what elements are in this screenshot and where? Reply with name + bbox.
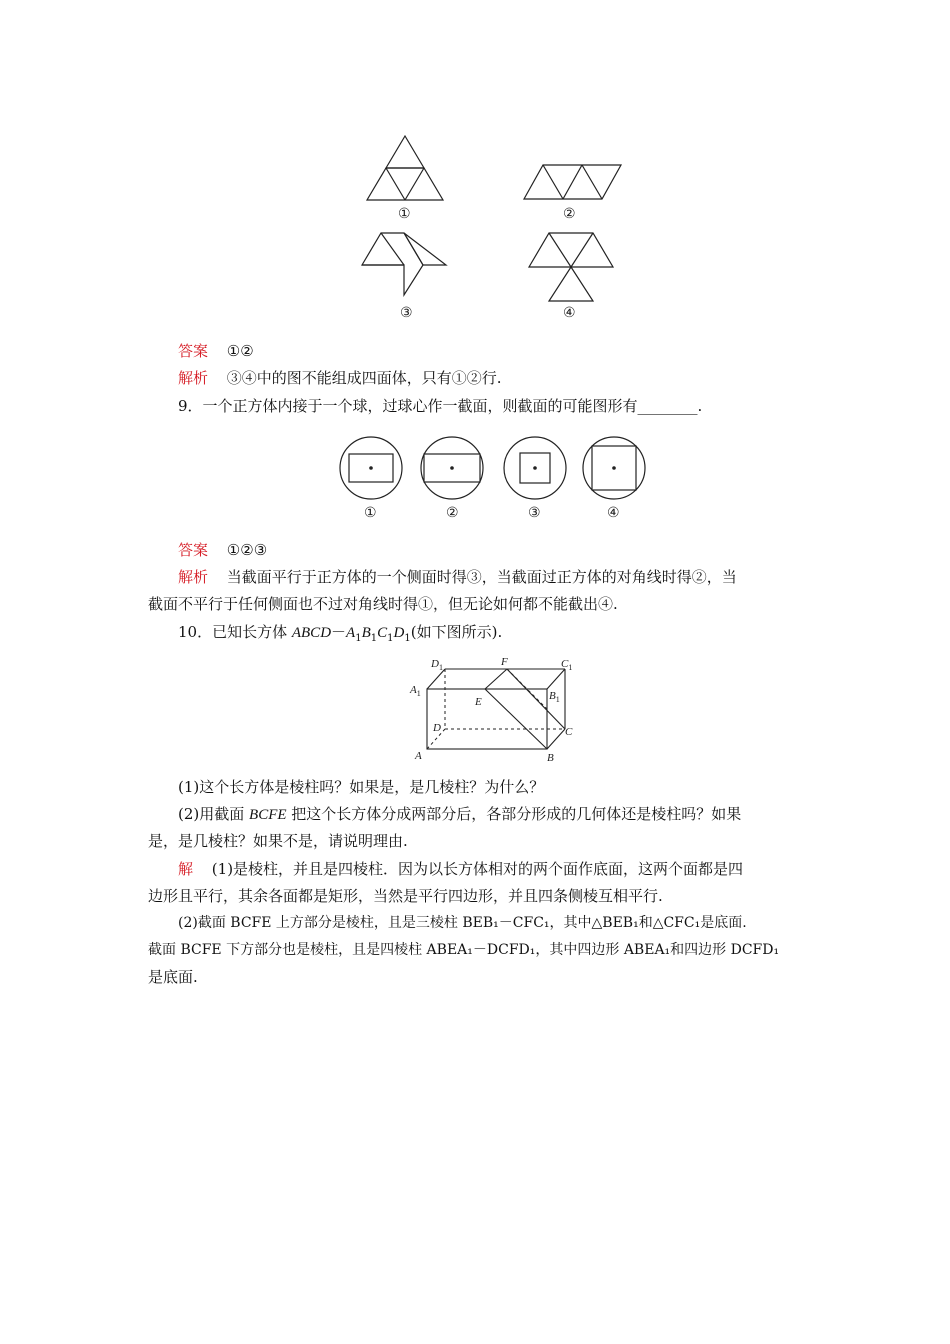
q10-solution-line5: 是底面. [148, 968, 198, 986]
analysis-text: 当截面平行于正方体的一个侧面时得③，当截面过正方体的对角线时得②，当 [226, 568, 737, 586]
vertex-label-C1: $C_1$ [561, 658, 573, 672]
net-figure-4 [527, 231, 617, 303]
q9-answer-line [178, 539, 267, 560]
vertex-label-A1: $A_1$ [410, 684, 421, 698]
solution-label: 解 [178, 860, 194, 878]
sphere-label-2: ② [446, 505, 459, 521]
q10-solution-line3: (2)截面 BCFE 上方部分是棱柱，且是三棱柱 BEB₁－CFC₁，其中△BEB₁和△CFC₁是底面. [178, 915, 747, 931]
answer-label: 答案 [178, 342, 209, 360]
vertex-label-F: F [501, 656, 508, 668]
sphere-label-3: ③ [528, 505, 541, 521]
figure-label-4: ④ [563, 305, 576, 321]
cuboid-figure [405, 655, 585, 763]
net-figure-1 [358, 134, 453, 202]
answer-text: ①② [226, 342, 254, 360]
q10-sub2-line1: (2)用截面 BCFE 把这个长方体分成两部分后，各部分形成的几何体还是棱柱吗？如果 [178, 805, 742, 823]
q10-stem: 10．已知长方体 $ABCD-A_1B_1C_1D_1$(如下图所示). [178, 623, 503, 644]
net-figure-3 [360, 231, 450, 297]
analysis-label: 解析 [178, 568, 209, 586]
q10-sub2-line2: 是，是几棱柱？如果不是，请说明理由. [148, 832, 408, 850]
q8-analysis-line [178, 367, 502, 388]
vertex-label-C: C [565, 726, 573, 738]
vertex-label-D1: $D_1$ [431, 658, 443, 672]
analysis-label: 解析 [178, 369, 209, 387]
q10-solution-line4: 截面 BCFE 下方部分也是棱柱，且是四棱柱 ABEA₁－DCFD₁，其中四边形 ABEA₁和四边形 DCFD₁ [148, 942, 780, 958]
answer-text: ①②③ [226, 541, 268, 559]
figure-label-3: ③ [400, 305, 413, 321]
vertex-label-B1: $B_1$ [549, 690, 560, 704]
vertex-label-B: B [547, 752, 554, 763]
q9-analysis-line1 [178, 566, 737, 587]
q9-stem: 9．一个正方体内接于一个球，过球心作一截面，则截面的可能图形有________. [178, 397, 703, 415]
q10-solution-line2: 边形且平行，其余各面都是矩形，当然是平行四边形，并且四条侧棱互相平行. [148, 887, 663, 905]
figure-label-2: ② [563, 206, 576, 222]
vertex-label-E: E [475, 696, 482, 708]
vertex-label-D: D [433, 722, 441, 734]
sphere-section-figures [338, 435, 653, 501]
q9-analysis-line2: 截面不平行于任何侧面也不过对角线时得①，但无论如何都不能截出④. [148, 595, 618, 613]
answer-label: 答案 [178, 541, 209, 559]
figure-label-1: ① [398, 206, 411, 222]
q10-solution-line1: 解 (1)是棱柱，并且是四棱柱．因为以长方体相对的两个面作底面，这两个面都是四 [178, 860, 744, 878]
net-figure-2 [522, 163, 624, 201]
q8-answer-line [178, 340, 254, 361]
q10-sub1: (1)这个长方体是棱柱吗？如果是，是几棱柱？为什么？ [178, 778, 545, 796]
sphere-label-4: ④ [607, 505, 620, 521]
analysis-text: ③④中的图不能组成四面体，只有①②行. [226, 369, 502, 387]
vertex-label-A: A [415, 750, 422, 762]
sphere-label-1: ① [364, 505, 377, 521]
